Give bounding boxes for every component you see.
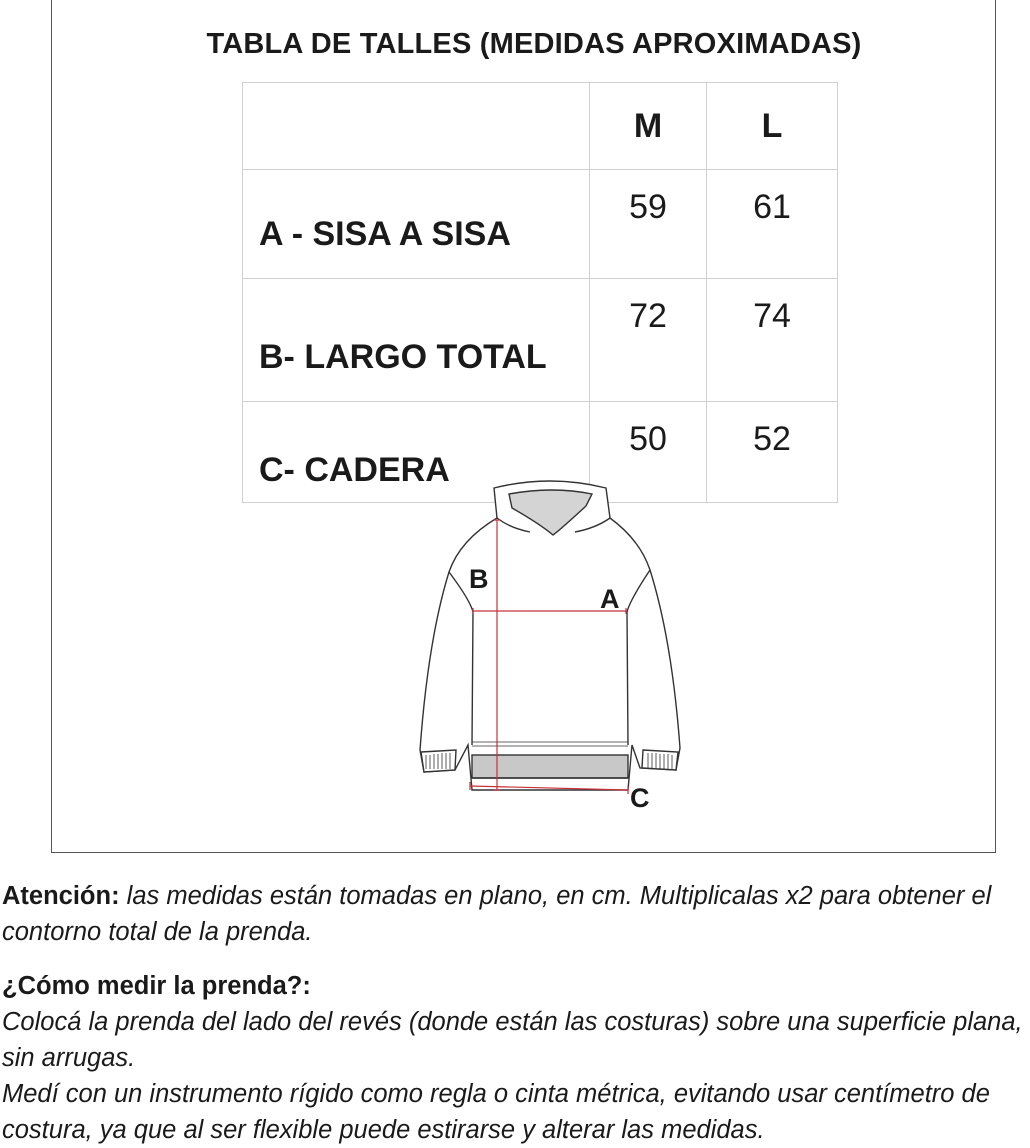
table-row — [243, 170, 838, 279]
measurement-notes — [2, 878, 1028, 1148]
row-label-sisa: A - SISA A SISA — [243, 170, 590, 279]
label-b: B — [469, 564, 489, 594]
size-table — [242, 82, 838, 503]
how-to-step-1-text: Colocá la prenda del lado del revés (donde están las costuras) sobre una superficie plana, sin arrugas. — [2, 1008, 1023, 1072]
header-empty-cell — [243, 83, 590, 170]
attention-text: las medidas están tomadas en plano, en cm. Multiplicalas x2 para obtener el contorno total de la prenda. — [2, 882, 992, 946]
hoodie-measurement-diagram-icon — [405, 475, 695, 815]
cell-l-sisa: 61 — [707, 170, 838, 279]
label-a: A — [600, 584, 620, 614]
cell-l-cadera: 52 — [707, 402, 838, 503]
attention-label: Atención: — [2, 882, 120, 910]
how-to-step-2-text: Medí con un instrumento rígido como regla o cinta métrica, evitando usar centímetro de costura, ya que al ser flexible puede estirarse y alterar las medidas. — [2, 1080, 990, 1144]
how-to-title — [2, 968, 1028, 1004]
row-label-largo: B- LARGO TOTAL — [243, 279, 590, 402]
header-size-m: M — [590, 83, 707, 170]
label-c: C — [630, 783, 650, 813]
cell-m-sisa: 59 — [590, 170, 707, 279]
cell-m-largo: 72 — [590, 279, 707, 402]
how-to-title-text: ¿Cómo medir la prenda?: — [2, 972, 311, 1000]
header-size-l: L — [707, 83, 838, 170]
chart-title: TABLA DE TALLES (MEDIDAS APROXIMADAS) — [206, 28, 862, 60]
row-label-cadera: C- CADERA — [243, 402, 590, 503]
cell-l-largo: 74 — [707, 279, 838, 402]
attention-note — [2, 878, 1028, 950]
how-to-step-2 — [2, 1076, 1028, 1148]
how-to-step-1 — [2, 1004, 1028, 1076]
cell-m-cadera: 50 — [590, 402, 707, 503]
table-header-row — [243, 83, 838, 170]
table-row — [243, 279, 838, 402]
